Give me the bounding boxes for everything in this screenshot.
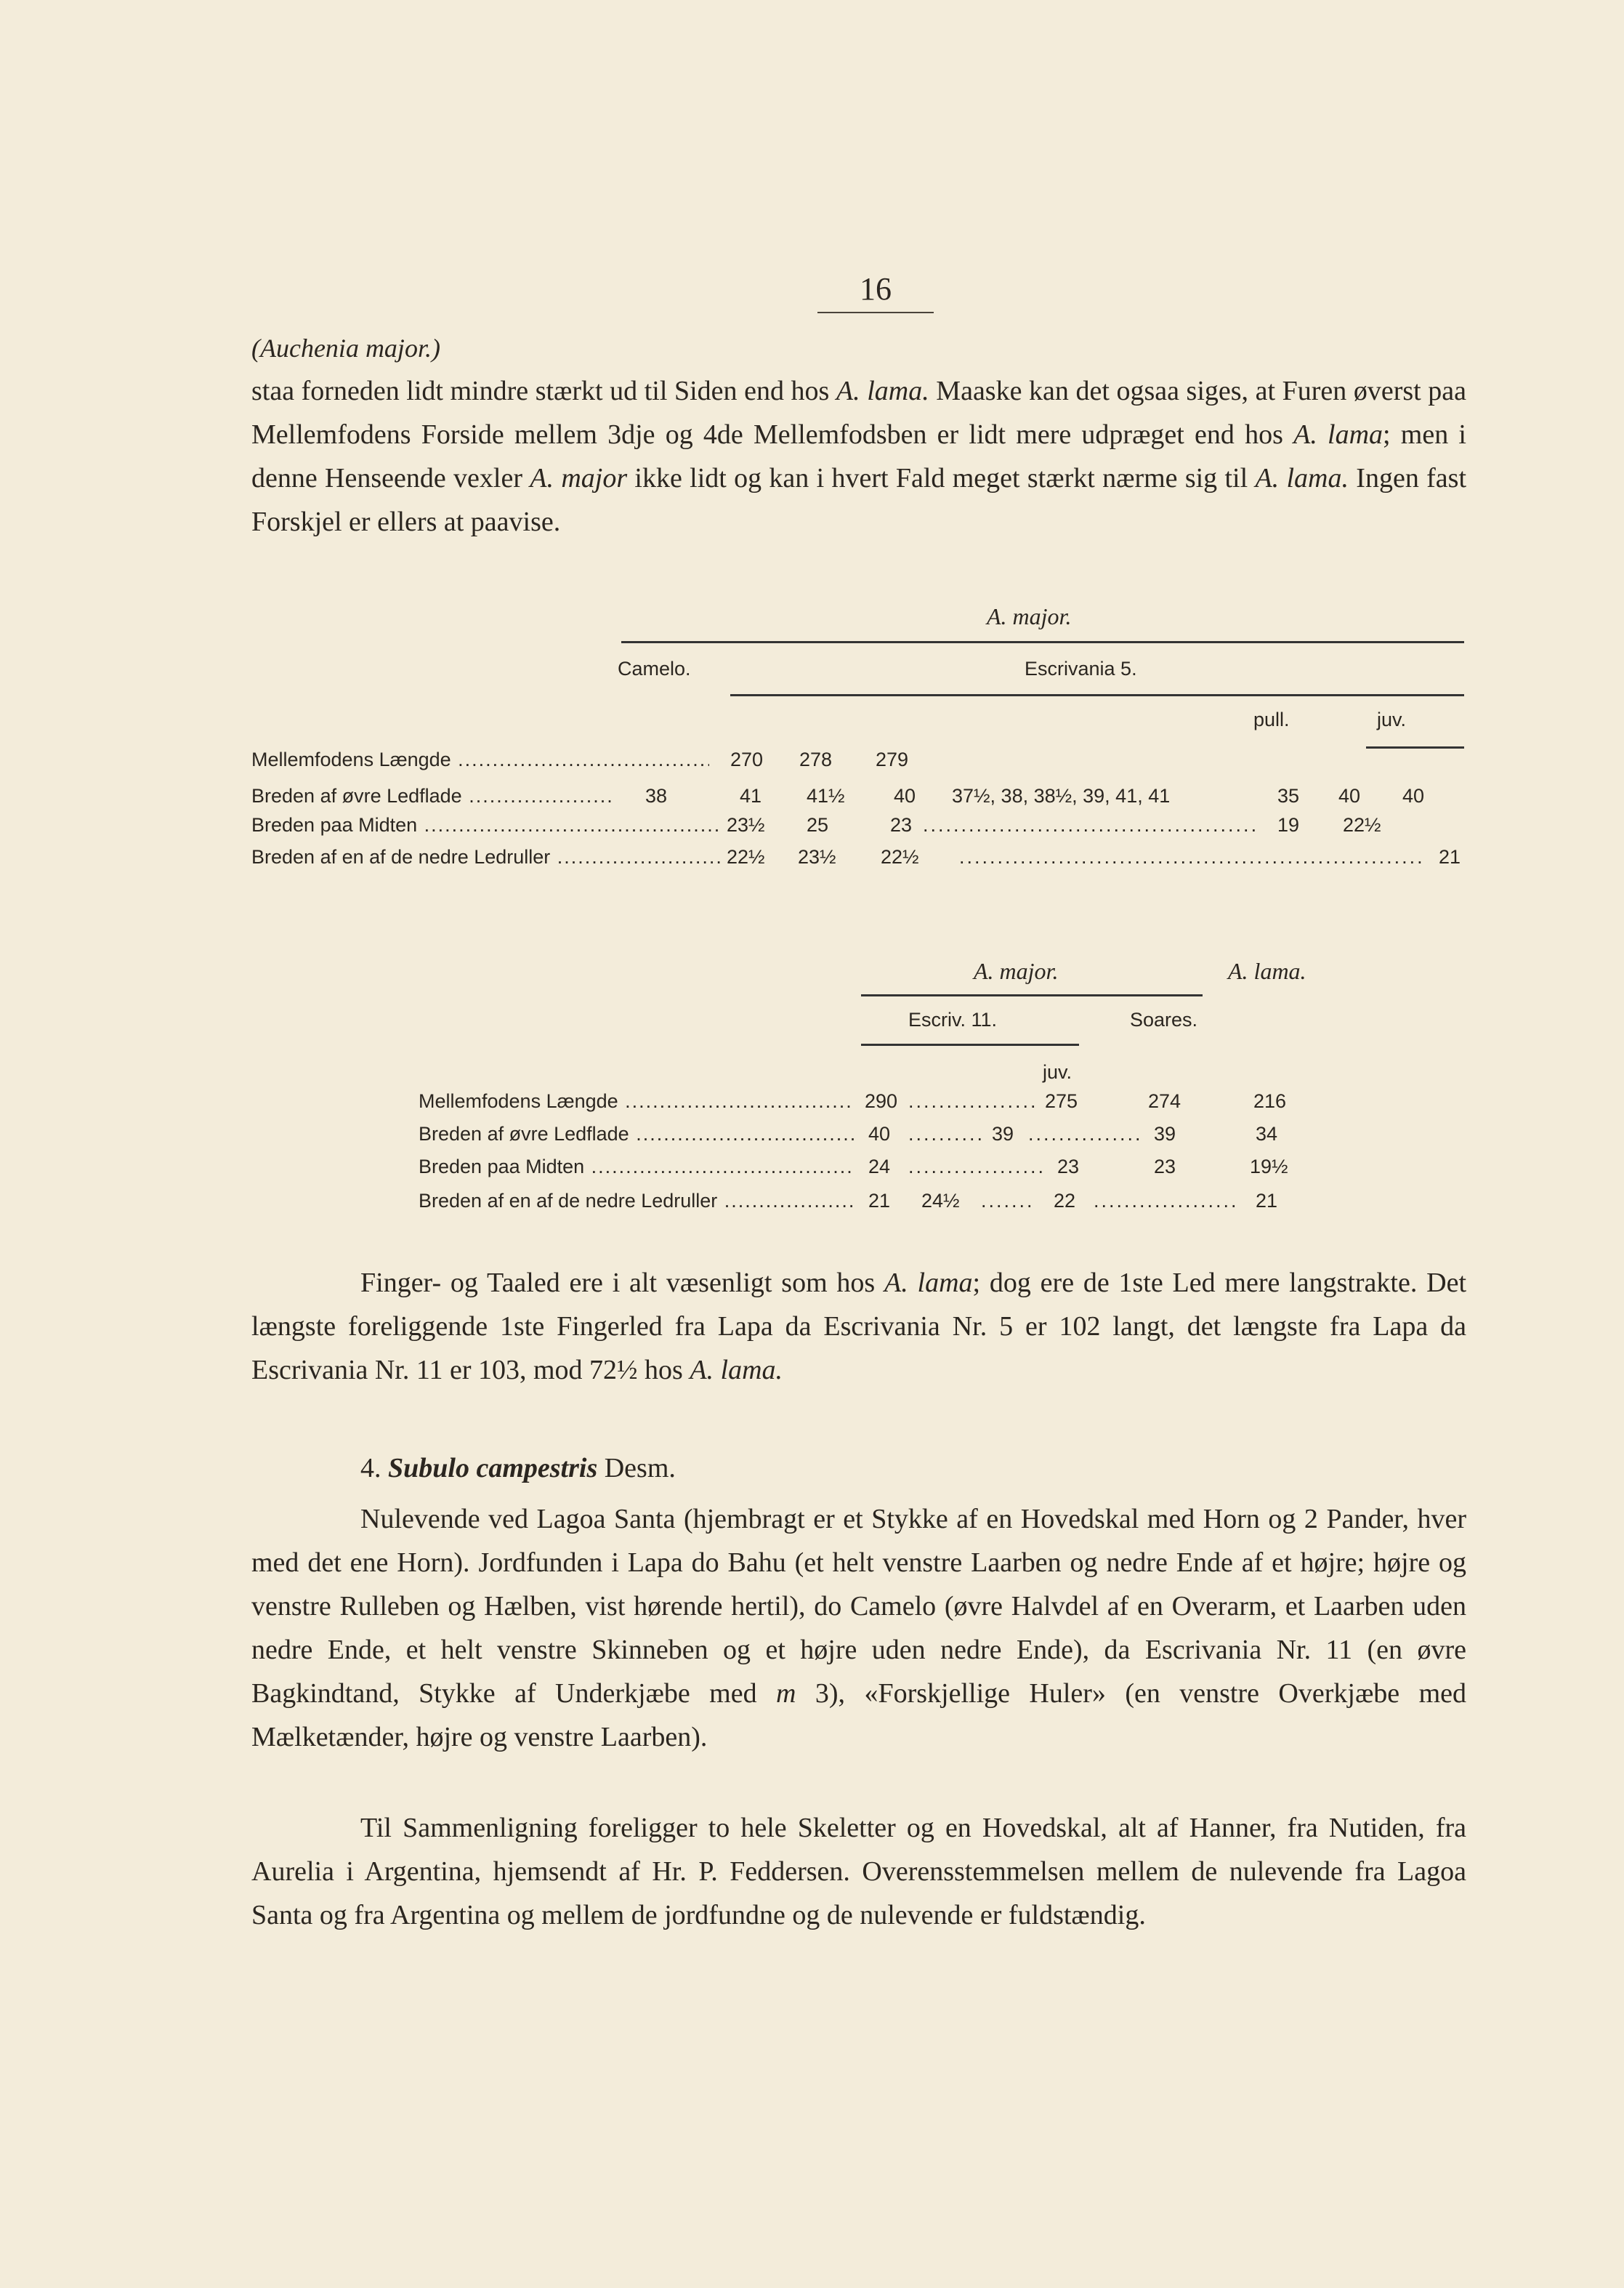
table2-r4-dots-b	[1094, 1190, 1239, 1212]
para2-segment-2: ; dog ere de 1ste Led mere langstrakte. Det længste foreliggende 1ste Fingerled fra Lapa da Escrivania Nr. 5 er 102 langt, det længste fra Lapa da Escrivania Nr. 11 er 103, mod 72½ hos	[251, 1268, 1467, 1385]
table2-r3-v1: 24	[868, 1156, 891, 1177]
table2-r3-dots	[908, 1156, 1046, 1178]
para1-segment-8: Ingen fast Forskjel er ellers at paavise.	[251, 463, 1467, 537]
section-number: 4.	[360, 1453, 381, 1483]
table1-r1-v2: 278	[799, 749, 833, 770]
table1-r3-v3: 23	[890, 814, 913, 836]
table1-r3-v5: 22½	[1343, 814, 1381, 836]
table2-escriv-brace	[861, 1044, 1079, 1053]
table1-r2-v6: 35	[1277, 785, 1300, 807]
table1-col-juv: juv.	[1377, 709, 1407, 730]
section-heading	[251, 1446, 1466, 1490]
table2-r4-dots-a	[981, 1190, 1035, 1212]
table2-r1-v3: 274	[1148, 1090, 1181, 1112]
page-number: 16	[817, 270, 934, 313]
table2-r3-v2: 23	[1057, 1156, 1080, 1177]
para3-segment-2: 3), «Forskjellige Huler» (en venstre Overkjæbe med Mælketænder, højre og venstre Laarben).	[251, 1678, 1466, 1752]
table1-r3-v2: 25	[807, 814, 829, 836]
table2-col-soares: Soares.	[1130, 1009, 1198, 1031]
table2-r2-dots-a	[908, 1123, 985, 1145]
para3-segment-1: m	[776, 1678, 796, 1709]
para2-segment-3: A. lama.	[690, 1355, 783, 1385]
table2-r4-v4: 21	[1256, 1190, 1278, 1212]
paragraph-2-text	[251, 1261, 1466, 1392]
table2-r3-v3: 23	[1154, 1156, 1176, 1177]
para1-segment-4: ; men i denne Henseende vexler	[251, 419, 1466, 494]
table1-r2-v8: 40	[1402, 785, 1425, 807]
table1-r2-v3: 41½	[807, 785, 845, 807]
table2-major-brace	[861, 994, 1203, 1004]
table2-row-3-label: Breden paa Midten .....	[419, 1156, 855, 1178]
table2-col-escriv: Escriv. 11.	[908, 1009, 998, 1031]
table1-r1-v3: 279	[876, 749, 909, 770]
table1-r1-v1: 270	[730, 749, 764, 770]
table1-r4-v1: 22½	[727, 846, 765, 868]
table1-row-2-label: Breden af øvre Ledflade .....	[251, 785, 615, 807]
table2-row-1-label: Mellemfodens Længde .....	[419, 1090, 855, 1113]
table1-r2-v4: 40	[894, 785, 916, 807]
section-author: Desm.	[604, 1453, 676, 1483]
para1-segment-3: A. lama	[1293, 419, 1383, 450]
table1-escrivania-brace	[730, 694, 1464, 704]
table1-r3-v1: 23½	[727, 814, 765, 836]
table2-group-lama: A. lama.	[1228, 958, 1306, 984]
table1-r4-dots	[959, 846, 1424, 869]
para4-segment-0: Til Sammenligning foreligger to hele Skeletter og en Hovedskal, alt af Hanner, fra Nutiden, fra Aurelia i Argentina, hjemsendt af Hr. P. Feddersen. Overensstemmelsen mellem de nulevende fra Lagoa Santa og fra Argentina og mellem de jordfundne og de nulevende er fuldstændig.	[251, 1813, 1466, 1930]
table1-group-header: A. major.	[987, 603, 1072, 629]
table2-r1-v1: 290	[865, 1090, 898, 1112]
table1-juv-brace	[1366, 746, 1464, 756]
para1-segment-5: A. major	[530, 463, 628, 494]
table2-r2-v4: 34	[1256, 1123, 1278, 1145]
table2-r1-dots	[908, 1090, 1035, 1113]
table1-row-1-label: Mellemfodens Længde .....	[251, 749, 709, 771]
table1-group-brace	[621, 641, 1464, 650]
table2-r4-v1: 21	[868, 1190, 891, 1212]
para3-segment-0: Nulevende ved Lagoa Santa (hjembragt er et Stykke af en Hovedskal med Horn og 2 Pander, hver med det ene Horn). Jordfunden i Lapa do Bahu (et helt venstre Laarben og nedre Ende af et højre; højre og venstre Rulleben og Hælben, vist hørende hertil), do Camelo (øvre Halvdel af en Overarm, et Laarben uden nedre Ende, et helt venstre Skinneben og et højre uden nedre Ende), da Escrivania Nr. 11 (en øvre Bagkindtand, Stykke af Underkjæbe med	[251, 1504, 1466, 1709]
table2-group-major: A. major.	[974, 958, 1059, 984]
para2-segment-1: A. lama	[884, 1268, 973, 1298]
paragraph-3	[251, 1497, 1466, 1759]
paragraph-1	[251, 369, 1466, 544]
table2-r2-v3: 39	[1154, 1123, 1176, 1145]
para1-segment-0: staa forneden lidt mindre stærkt ud til Siden end hos	[251, 376, 836, 406]
para1-segment-2: Maaske kan det ogsaa siges, at Furen øverst paa Mellemfodens Forside mellem 3dje og 4de Mellemfodsben er lidt mere udpræget end hos	[251, 376, 1467, 450]
table1-col-pull: pull.	[1253, 709, 1290, 730]
para1-segment-1: A. lama.	[836, 376, 929, 406]
section-title: Subulo campestris	[388, 1453, 598, 1483]
table2-row-2-label: Breden af øvre Ledflade .....	[419, 1123, 855, 1145]
table2-r1-v2: 275	[1045, 1090, 1078, 1112]
table1-r4-v3: 22½	[881, 846, 919, 868]
table1-col-camelo: Camelo.	[618, 658, 691, 680]
para1-segment-7: A. lama.	[1255, 463, 1349, 494]
table1-r4-v4: 21	[1439, 846, 1461, 868]
table2-r3-v4: 19½	[1250, 1156, 1288, 1177]
table1-row-4-label: Breden af en af de nedre Ledruller .....	[251, 846, 720, 869]
table2-row-4-label: Breden af en af de nedre Ledruller .....	[419, 1190, 855, 1212]
table2-r2-dots-b	[1028, 1123, 1141, 1145]
table2-col-juv: juv.	[1043, 1061, 1072, 1083]
table2-r4-v3: 22	[1054, 1190, 1076, 1212]
paragraph-3-text	[251, 1497, 1466, 1759]
paragraph-1-text	[251, 369, 1466, 544]
table1-col-escrivania: Escrivania 5.	[1025, 658, 1137, 680]
para1-segment-6: ikke lidt og kan i hvert Fald meget stærkt nærme sig til	[627, 463, 1256, 494]
table2-r4-v2: 24½	[921, 1190, 960, 1212]
table2-r2-v2: 39	[992, 1123, 1014, 1145]
table1-r4-v2: 23½	[798, 846, 836, 868]
table2-r2-v1: 40	[868, 1123, 891, 1145]
table1-row-3-label: Breden paa Midten .....	[251, 814, 720, 837]
table1-r3-v4: 19	[1277, 814, 1300, 836]
table1-r2-v7: 40	[1338, 785, 1361, 807]
para2-segment-0: Finger- og Taaled ere i alt væsenligt som hos	[360, 1268, 885, 1298]
table1-r2-v5: 37½, 38, 38½, 39, 41, 41	[952, 785, 1171, 807]
table1-r2-v1: 38	[645, 785, 668, 807]
paragraph-4-text	[251, 1806, 1466, 1937]
table2-r1-v4: 216	[1253, 1090, 1287, 1112]
table1-r2-v2: 41	[740, 785, 762, 807]
paragraph-4	[251, 1806, 1466, 1937]
paragraph-2	[251, 1261, 1466, 1392]
table1-r3-dots	[923, 814, 1257, 837]
running-head: (Auchenia major.)	[251, 334, 440, 363]
